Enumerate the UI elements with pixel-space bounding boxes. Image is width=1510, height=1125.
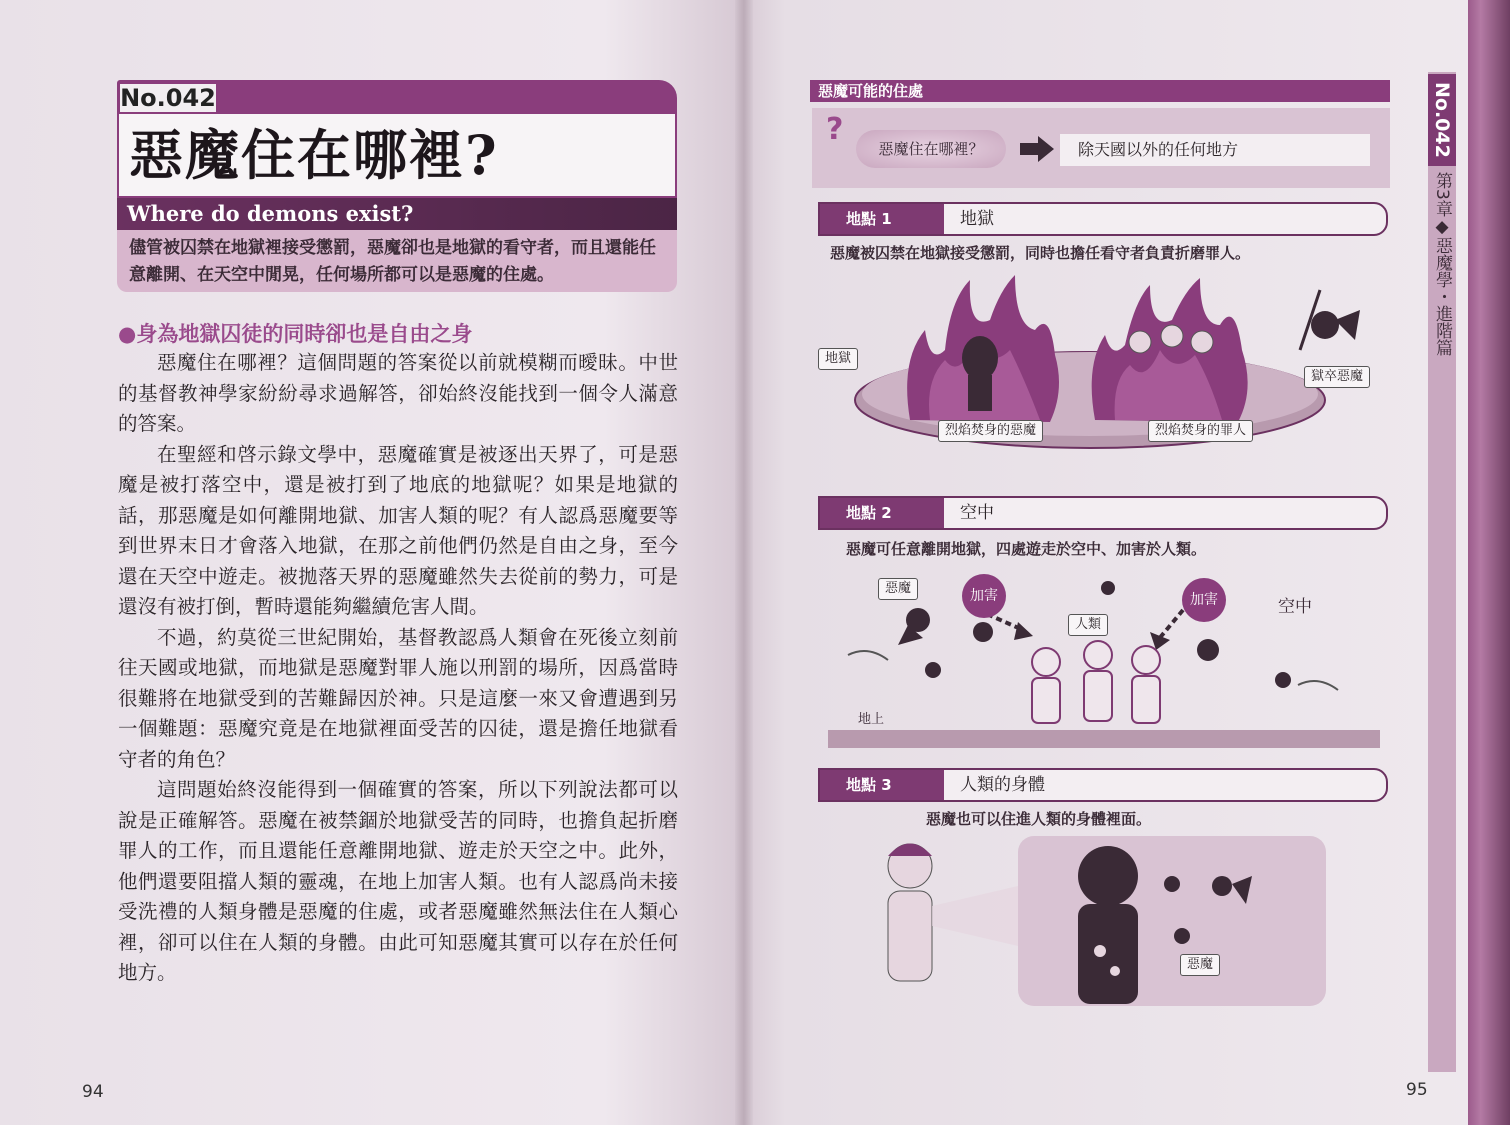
body-text [118,348,678,989]
label-hell: 地獄 [818,348,858,370]
label-demon-body: 惡魔 [1180,954,1220,976]
question-mark-icon: ? [826,112,844,147]
paragraph: 惡魔住在哪裡？這個問題的答案從以前就模糊而曖昧。中世的基督教神學家紛紛尋求過解答，卻始終沒能找到一個令人滿意的答案。 [118,351,678,435]
hell-illustration [850,270,1390,460]
arrow-right-icon [1020,136,1054,162]
side-entry-number: No.042 [1428,74,1456,166]
label-humans: 人類 [1068,614,1108,636]
label-harm-1: 加害 [962,574,1006,618]
book-gutter [735,0,753,1125]
label-jailer-demon: 獄卒惡魔 [1304,366,1370,388]
entry-number: No.042 [120,84,216,112]
location-2-tag: 地點 2 [820,498,944,528]
page-number-left: 94 [82,1082,104,1102]
body-illustration [860,836,1330,1011]
location-2-name: 空中 [960,503,994,523]
side-chapter-title: 第3章◆惡魔學・進階篇 [1432,172,1452,356]
location-2-desc: 惡魔可任意離開地獄，四處遊走於空中、加害於人類。 [846,540,1207,558]
label-sky: 空中 [1278,597,1312,617]
location-3-desc: 惡魔也可以住進人類的身體裡面。 [926,810,1152,828]
paragraph: 這問題始終沒能得到一個確實的答案，所以下列說法都可以說是正確解答。惡魔在被禁錮於地獄受苦的同時，也擔負起折磨罪人的工作，而且還能任意離開地獄、遊走於天空之中。此外，他們還要阻擋人類的靈魂，在地上加害人類。也有人認爲尚未接受洗禮的人類身體是惡魔的住處，或者惡魔雖然無法住在人類心裡，卻可以住在人類的身體。由此可知惡魔其實可以存在於任何地方。 [118,778,678,984]
location-2-bar [818,496,1388,530]
question-panel [812,108,1390,188]
location-3-tag: 地點 3 [820,770,944,800]
paragraph: 在聖經和啓示錄文學中，惡魔確實是被逐出天界了，可是惡魔是被打落空中，還是被打到了地底的地獄呢？如果是地獄的話，那惡魔是如何離開地獄、加害人類的呢？有人認爲惡魔要等到世界末日才會落入地獄，在那之前他們仍然是自由之身，至今還在天空中遊走。被拋落天界的惡魔雖然失去從前的勢力，可是還沒有被打倒，暫時還能夠繼續危害人間。 [118,442,678,618]
location-3-bar [818,768,1388,802]
subtitle-bar [117,198,677,230]
label-harm-2: 加害 [1182,578,1226,622]
label-demon: 惡魔 [878,578,918,600]
left-page [0,0,742,1125]
label-ground: 地上 [858,712,885,727]
location-3-name: 人類的身體 [960,775,1045,795]
label-burning-demon: 烈焰焚身的惡魔 [938,420,1043,442]
location-1-desc: 惡魔被囚禁在地獄接受懲罰，同時也擔任看守者負責折磨罪人。 [830,244,1251,262]
page-title: 惡魔住在哪裡? [129,123,499,187]
answer-box: 除天國以外的任何地方 [1060,134,1370,166]
diagram-header [810,80,1390,102]
location-1-tag: 地點 1 [820,204,944,234]
paragraph: 不過，約莫從三世紀開始，基督教認爲人類會在死後立刻前往天國或地獄，而地獄是惡魔對罪人施以刑罰的場所，因爲當時很難將在地獄受到的苦難歸因於神。只是這麼一來又會遭遇到另一個難題：惡魔究竟是在地獄裡面受苦的囚徒，還是擔任地獄看守者的角色？ [118,625,678,771]
diagram-title: 惡魔可能的住處 [818,82,924,100]
english-subtitle: Where do demons exist? [127,201,414,226]
location-1-bar [818,202,1388,236]
title-box [117,112,677,198]
question-bubble: 惡魔住在哪裡？ [856,130,1006,168]
intro-summary: 儘管被囚禁在地獄裡接受懲罰，惡魔卻也是地獄的看守者，而且還能任意離開、在天空中閒晃，任何場所都可以是惡魔的住處。 [117,230,677,292]
location-1-name: 地獄 [960,209,994,229]
page-number-right: 95 [1406,1080,1428,1100]
book-edge [1468,0,1510,1125]
label-burning-sinner: 烈焰焚身的罪人 [1148,420,1253,442]
section-heading: ●身為地獄囚徒的同時卻也是自由之身 [118,322,473,346]
